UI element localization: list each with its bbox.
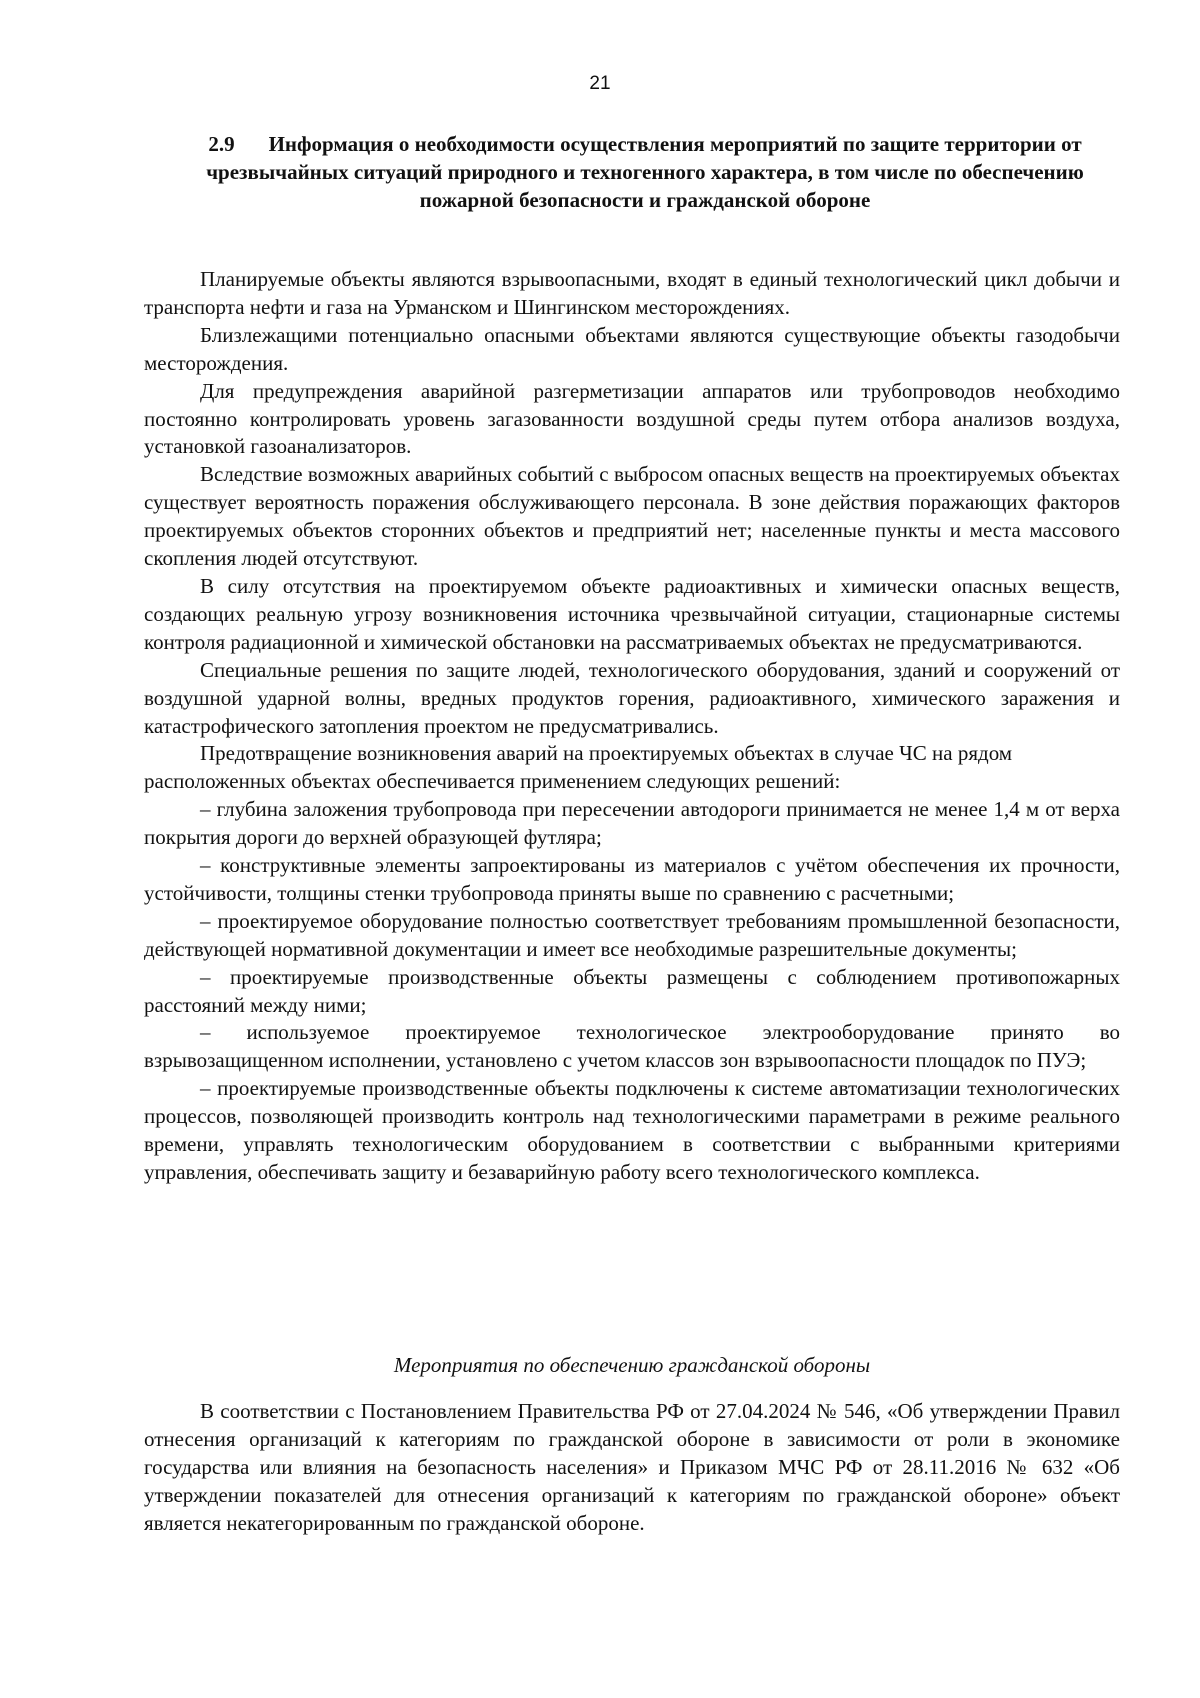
paragraph: Планируемые объекты являются взрывоопасными, входят в единый технологический цикл добычи и транспорта нефти и газа на Урманском и Шингинском месторождениях. [144,267,1120,319]
paragraph: Вследствие возможных аварийных событий с выбросом опасных веществ на проектируемых объектах существует вероятность поражения обслуживающего персонала. В зоне действия поражающих факторов проектируемых объектов сторонних объектов и предприятий нет; населенные пункты и места массового скопления людей отсутствуют. [144,462,1120,571]
paragraph: В соответствии с Постановлением Правительства РФ от 27.04.2024 № 546, «Об утверждении Правил отнесения организаций к категориям по гражданской обороне в зависимости от роли в экономике государства или влияния на безопасность населения» и Приказом МЧС РФ от 28.11.2016 № 632 «Об утверждении показателей для отнесения организаций к категориям по гражданской обороне» объект является некатегорированным по гражданской обороне. [144,1399,1120,1535]
paragraph: Близлежащими потенциально опасными объектами являются существующие объекты газодобычи месторождения. [144,322,1120,375]
measure-item: – конструктивные элементы запроектированы из материалов с учётом обеспечения их прочности, устойчивости, толщины стенки трубопровода приняты выше по сравнению с расчетными; [144,853,1120,905]
measure-item: – проектируемые производственные объекты подключены к системе автоматизации технологических процессов, позволяющей производить контроль над технологическими параметрами в режиме реального времени, управлять технологическим оборудованием в соответствии с выбранными критериями управления, обеспечивать защиту и безаварийную работу всего технологического комплекса. [144,1076,1120,1184]
measure-item: – используемое проектируемое технологическое электрооборудование принято во взрывозащищенном исполнении, установлено с учетом классов зон взрывоопасности площадок по ПУЭ; [144,1020,1120,1073]
document-body [144,266,1120,1187]
section-title: Информация о необходимости осуществления мероприятий по защите территории от чрезвычайных ситуаций природного и техногенного характера, в том числе по обеспечению пожарной безопасности и гражданской обороне [206,132,1084,212]
civil-defense-subtitle: Мероприятия по обеспечению гражданской обороны [393,1353,871,1377]
page-number: 21 [589,73,611,94]
paragraph: Специальные решения по защите людей, технологического оборудования, зданий и сооружений от воздушной ударной волны, вредных продуктов горения, радиоактивного, химического заражения и катастрофического затопления проектом не предусматривались. [144,657,1120,738]
section-heading [170,130,1120,214]
measure-item: – проектируемые производственные объекты размещены с соблюдением противопожарных расстояний между ними; [144,964,1120,1017]
paragraph: Предотвращение возникновения аварий на проектируемых объектах в случае ЧС на рядом расположенных объектах обеспечивается применением следующих решений: [144,741,1013,794]
measure-item: – проектируемое оборудование полностью соответствует требованиям промышленной безопасности, действующей нормативной документации и имеет все необходимые разрешительные документы; [144,908,1120,961]
paragraph: Для предупреждения аварийной разгерметизации аппаратов или трубопроводов необходимо постоянно контролировать уровень загазованности воздушной среды путем отбора анализов воздуха, установкой газоанализаторов. [144,378,1120,459]
paragraph: В силу отсутствия на проектируемом объекте радиоактивных и химически опасных веществ, создающих реальную угрозу возникновения источника чрезвычайной ситуации, стационарные системы контроля радиационной и химической обстановки на рассматриваемых объектах не предусматриваются. [144,573,1120,654]
civil-defense-body [144,1398,1120,1538]
measure-item: – глубина заложения трубопровода при пересечении автодороги принимается не менее 1,4 м от верха покрытия дороги до верхней образующей футляра; [144,797,1120,850]
section-number: 2.9 [208,132,235,156]
